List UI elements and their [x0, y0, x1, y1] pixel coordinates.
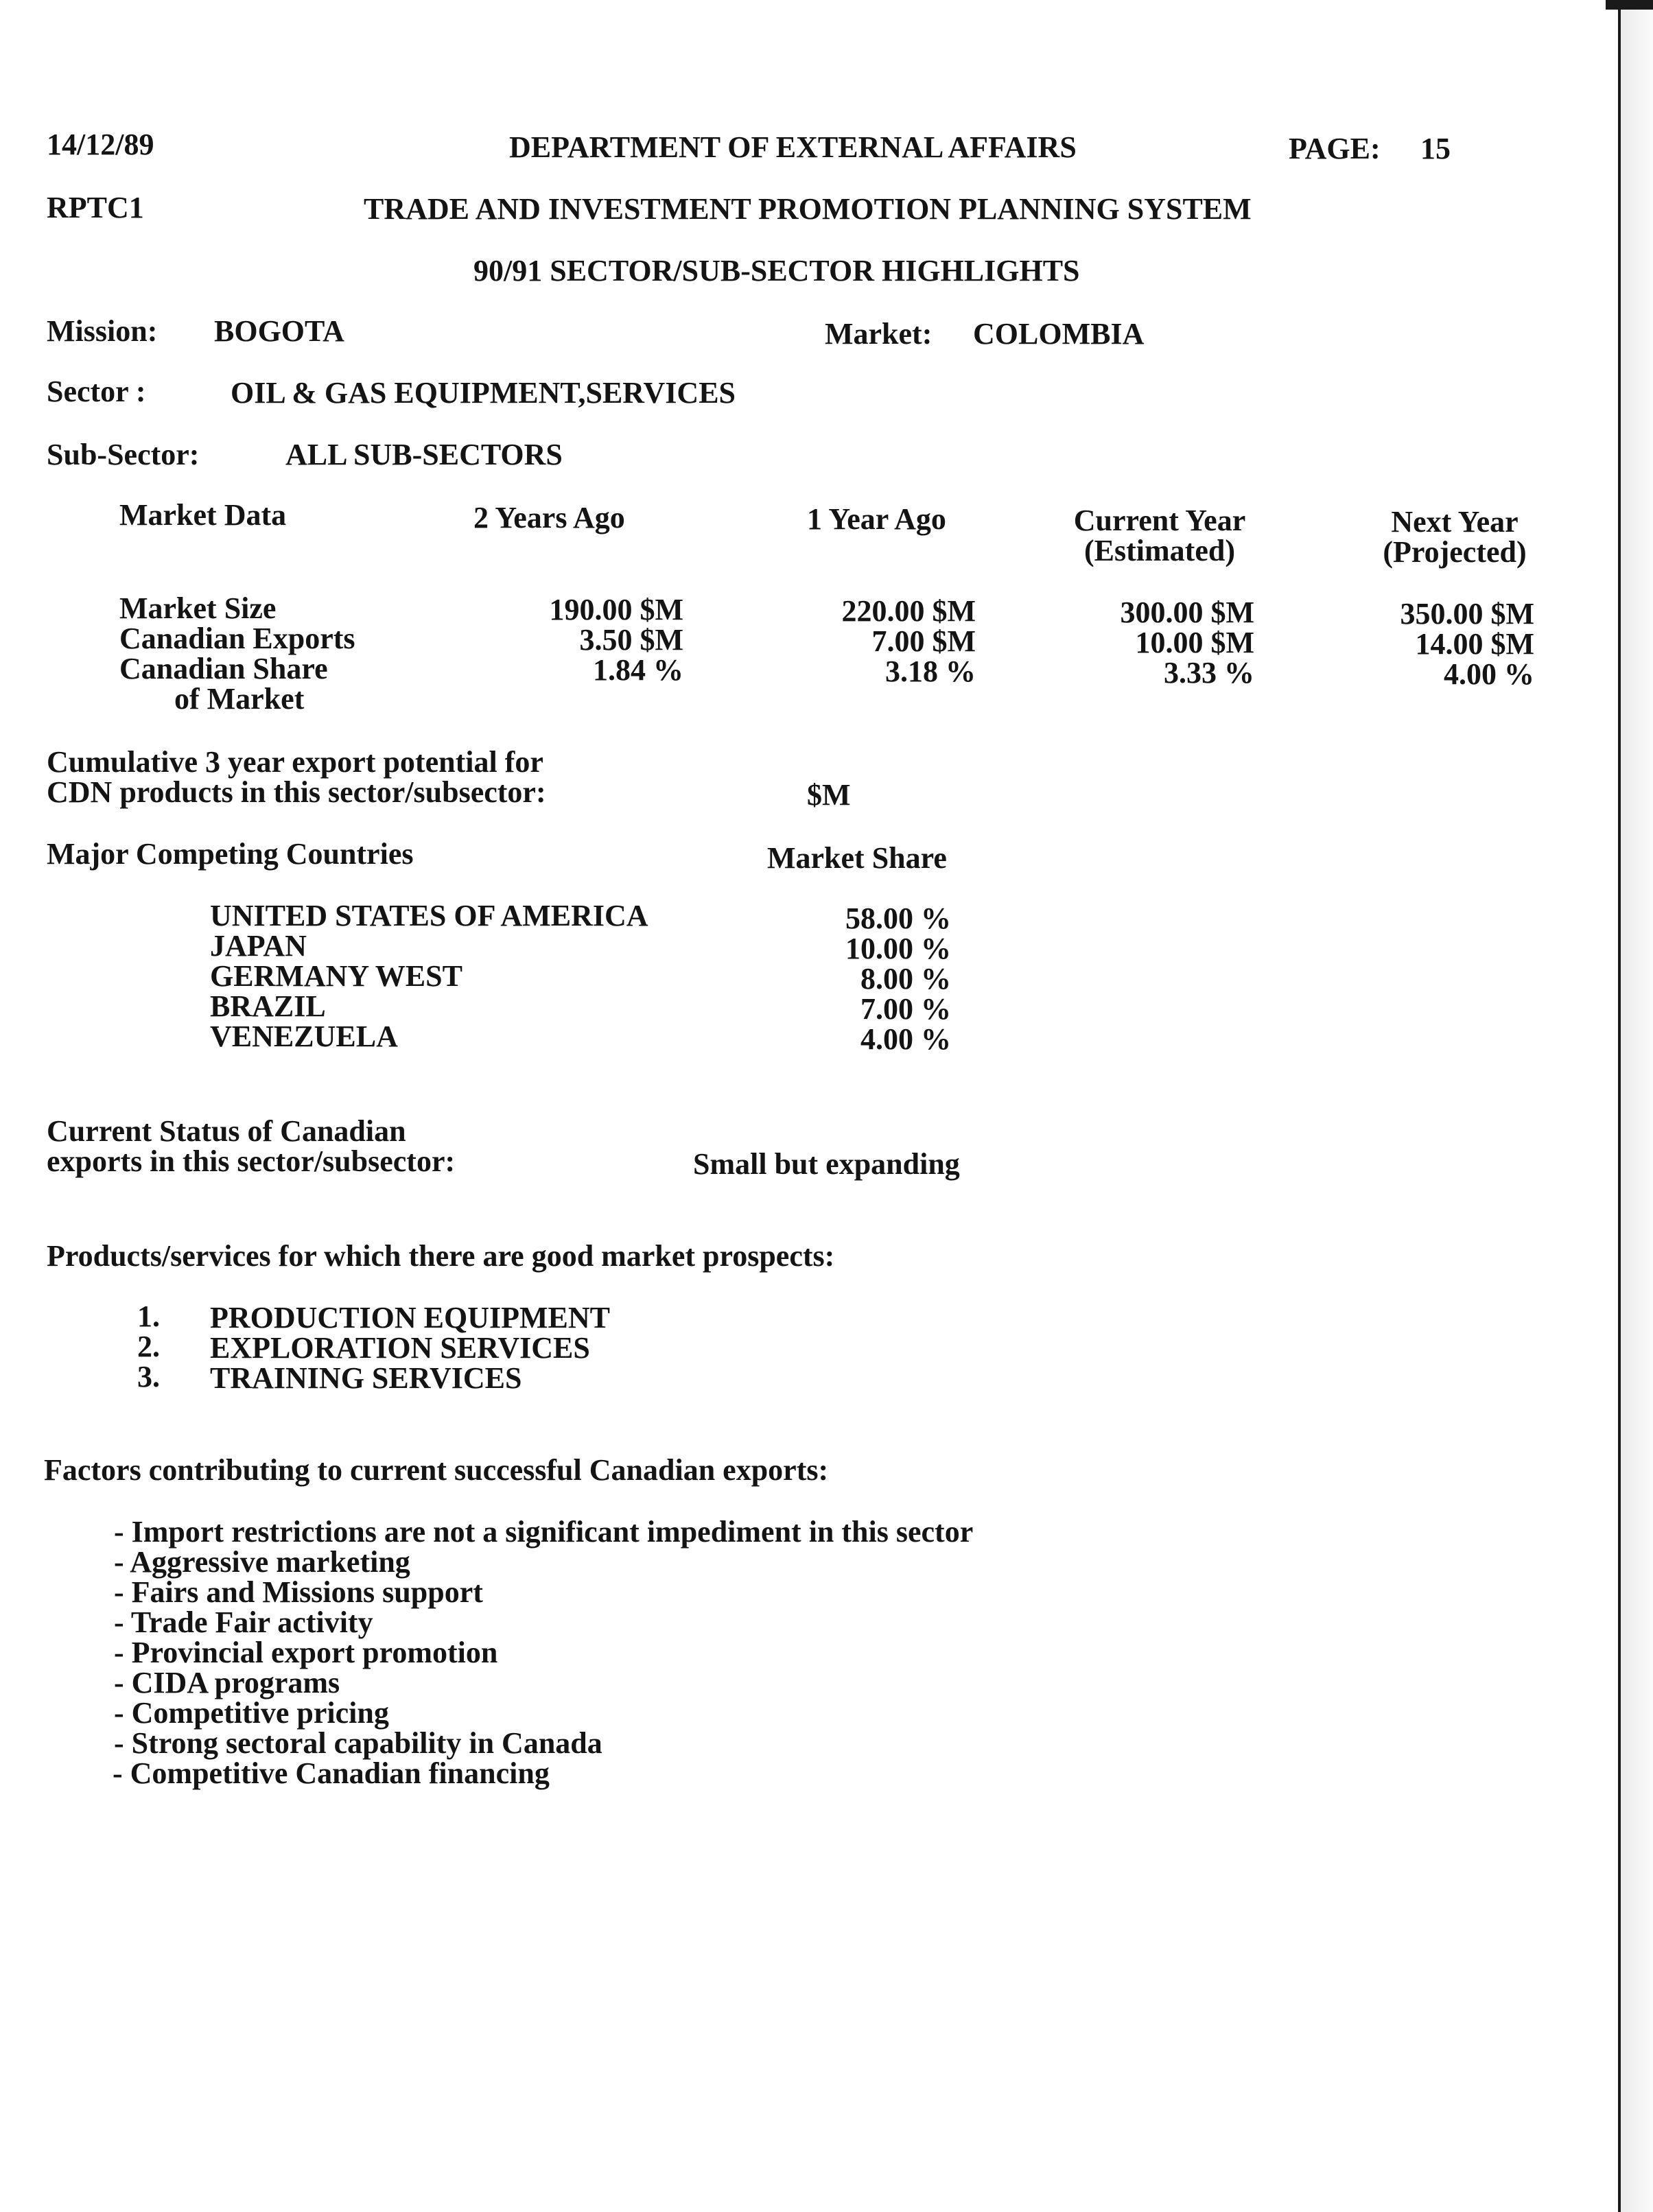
cell-share-2y: 1.84 %	[593, 653, 683, 687]
prospect-item-2: EXPLORATION SERVICES	[210, 1331, 590, 1365]
status-line-1: Current Status of Canadian	[47, 1114, 406, 1148]
mission-label: Mission:	[47, 314, 158, 348]
competitor-share-4: 7.00 %	[860, 992, 951, 1026]
prospects-heading: Products/services for which there are good market prospects:	[47, 1239, 835, 1273]
market-label: Market:	[825, 317, 933, 351]
market-value: COLOMBIA	[973, 317, 1145, 351]
row-label-canadian-exports: Canadian Exports	[119, 622, 355, 655]
factor-item-5: - Provincial export promotion	[114, 1636, 498, 1669]
cell-market-size-current: 300.00 $M	[1120, 596, 1254, 629]
col-header-2-years-ago: 2 Years Ago	[473, 501, 625, 534]
report-title: 90/91 SECTOR/SUB-SECTOR HIGHLIGHTS	[473, 254, 1080, 287]
cell-market-size-2y: 190.00 $M	[549, 593, 683, 626]
cell-exports-1y: 7.00 $M	[871, 624, 976, 658]
subsector-label: Sub-Sector:	[47, 438, 200, 471]
sector-label: Sector :	[47, 375, 146, 408]
prospect-item-1: PRODUCTION EQUIPMENT	[210, 1301, 611, 1334]
col-header-1-year-ago: 1 Year Ago	[807, 502, 946, 536]
prospect-num-2: 2.	[137, 1330, 160, 1363]
scan-edge-line	[1618, 0, 1621, 2212]
cumulative-value: $M	[807, 778, 851, 812]
competitor-country-4: BRAZIL	[210, 989, 326, 1023]
factor-item-6: - CIDA programs	[114, 1666, 340, 1699]
factor-item-2: - Aggressive marketing	[114, 1545, 410, 1579]
cell-share-current: 3.33 %	[1164, 656, 1254, 690]
col-header-current-year-sub: (Estimated)	[1084, 534, 1235, 567]
prospect-item-3: TRAINING SERVICES	[210, 1361, 522, 1395]
factor-item-7: - Competitive pricing	[114, 1696, 389, 1730]
system-title: TRADE AND INVESTMENT PROMOTION PLANNING SYSTEM	[364, 192, 1252, 226]
competitor-country-2: JAPAN	[210, 929, 307, 963]
market-data-header: Market Data	[119, 498, 287, 532]
row-label-canadian-share-sub: of Market	[174, 682, 305, 716]
page-number: 15	[1420, 132, 1451, 165]
cell-exports-next: 14.00 $M	[1415, 627, 1534, 661]
competitor-share-2: 10.00 %	[845, 932, 951, 965]
cell-exports-current: 10.00 $M	[1135, 626, 1254, 659]
mission-value: BOGOTA	[214, 314, 344, 348]
competitor-country-1: UNITED STATES OF AMERICA	[210, 899, 648, 932]
competitor-country-5: VENEZUELA	[210, 1020, 398, 1053]
cell-share-1y: 3.18 %	[885, 655, 976, 688]
competitors-header: Major Competing Countries	[47, 837, 414, 871]
report-code: RPTC1	[47, 191, 144, 224]
col-header-next-year: Next Year	[1391, 505, 1519, 539]
factor-item-8: - Strong sectoral capability in Canada	[114, 1726, 602, 1760]
competitor-share-5: 4.00 %	[860, 1022, 951, 1056]
factors-heading: Factors contributing to current successful Canadian exports:	[44, 1453, 829, 1487]
factor-item-1: - Import restrictions are not a significant impediment in this sector	[114, 1515, 974, 1549]
factor-item-4: - Trade Fair activity	[114, 1605, 373, 1639]
market-share-header: Market Share	[767, 841, 947, 875]
cell-exports-2y: 3.50 $M	[579, 623, 683, 657]
cell-market-size-next: 350.00 $M	[1400, 597, 1534, 631]
row-label-canadian-share: Canadian Share	[119, 652, 328, 685]
status-line-2: exports in this sector/subsector:	[47, 1144, 456, 1178]
col-header-next-year-sub: (Projected)	[1383, 535, 1527, 569]
prospect-num-3: 3.	[137, 1360, 160, 1393]
prospect-num-1: 1.	[137, 1299, 160, 1333]
status-value: Small but expanding	[693, 1147, 960, 1181]
cell-share-next: 4.00 %	[1444, 657, 1534, 691]
scan-edge-top	[1606, 0, 1653, 10]
competitor-share-3: 8.00 %	[860, 962, 951, 996]
sector-value: OIL & GAS EQUIPMENT,SERVICES	[231, 376, 736, 410]
page-label: PAGE:	[1289, 132, 1381, 165]
factor-item-3: - Fairs and Missions support	[114, 1575, 483, 1609]
competitor-country-3: GERMANY WEST	[210, 959, 462, 993]
cumulative-line-1: Cumulative 3 year export potential for	[47, 745, 543, 779]
cell-market-size-1y: 220.00 $M	[841, 594, 976, 628]
subsector-value: ALL SUB-SECTORS	[285, 438, 563, 471]
col-header-current-year: Current Year	[1073, 504, 1246, 537]
competitor-share-1: 58.00 %	[845, 902, 951, 935]
factor-item-9: - Competitive Canadian financing	[113, 1756, 550, 1790]
cumulative-line-2: CDN products in this sector/subsector:	[47, 775, 546, 809]
report-date: 14/12/89	[47, 128, 154, 161]
row-label-market-size: Market Size	[119, 591, 277, 625]
department-title: DEPARTMENT OF EXTERNAL AFFAIRS	[509, 130, 1077, 164]
scan-edge-shadow	[1621, 0, 1653, 2212]
